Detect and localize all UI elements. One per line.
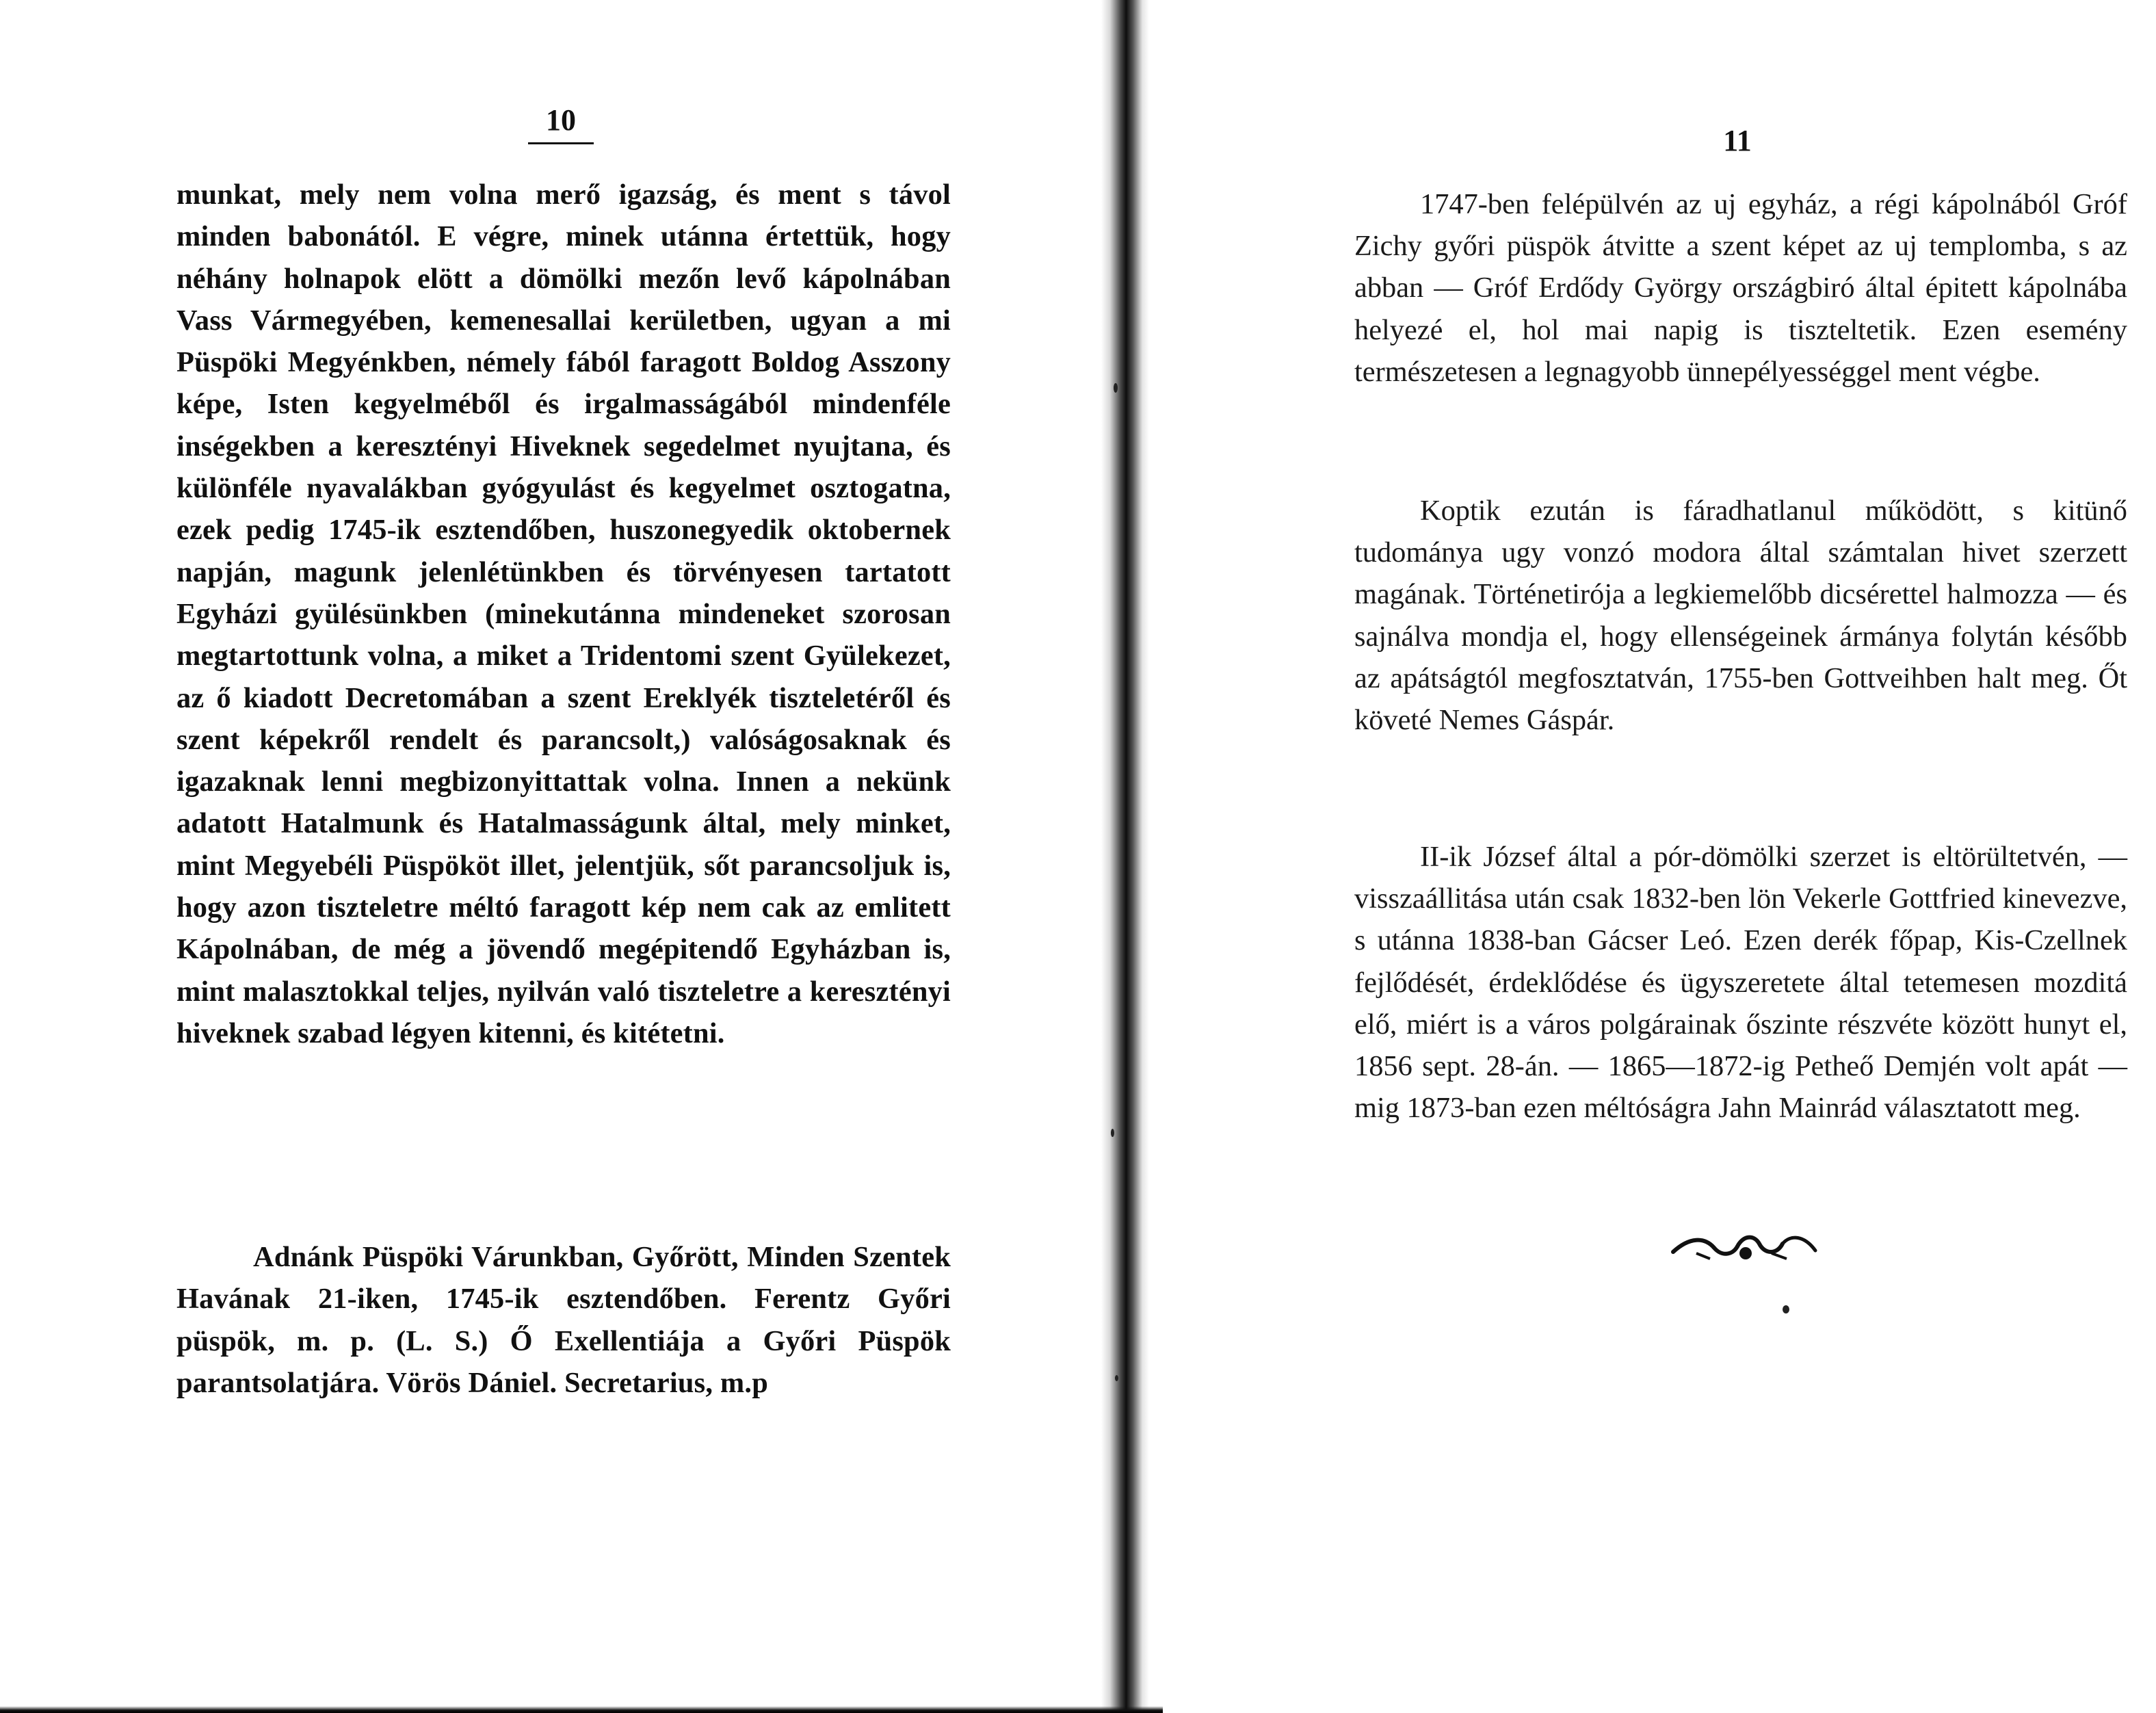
book-gutter [1101,0,1149,1713]
left-body-text: munkat, mely nem volna merő igazság, és ment s távol minden babonától. E végre, minek utánna értettük, hogy néhány holnapok elött a dömölki mezőn levő kápolnában Vass Vármegyében, kemenesallai kerületben, ugyan a mi Püspöki Megyénkben, némely fából faragott Boldog Asszony képe, Isten kegyelméből és irgalmasságából mindenféle inségekben a keresztényi Hiveknek segedelmet nyujtana, és különféle nyavalákban gyógyulást és kegyelmet osztogatna, ezek pedig 1745-ik esztendőben, huszonegyedik oktobernek napján, magunk jelenlétünkben és törvényesen tartatott Egyházi gyülésünkben (minekutánna mindeneket szorosan megtartottunk volna, a miket a Tridentomi szent Gyülekezet, az ő kiadott Decretomában a szent Ereklyék tiszteletéről és szent képekről rendelt és parancsolt,) valóságosaknak és igazaknak lenni megbizonyittattak volna. Innen a nekünk adatott Hatalmunk és Hatalmasságunk által, mely minket, mint Megyebéli Püspököt illet, jelentjük, sőt parancsoljuk is, hogy azon tiszteletre méltó faragott kép nem cak az emlitett Kápolnában, de még a jövendő megépitendő Egyházban is, mint malasztokkal teljes, nyilván való tiszteletre a keresztényi hiveknek szabad légyen kitenni, és kitétetni. [176,179,951,1049]
right-paragraph-3: II-ik József által a pór-dömölki szerzet is eltörültetvén, — visszaállitása után csak 1832-ben lön Vekerle Gottfried kinevezve, s utánna 1838-ban Gácser Leó. Ezen derék főpap, Kis-Czellnek fejlődését, érdeklődése és ügyszeretete által tetemesen mozditá elő, miért is a város polgárainak őszinte részvéte között hunyt el, 1856 sept. 28-án. — 1865—1872-ig Petheő Demjén volt apát — mig 1873-ban ezen méltóságra Jahn Mainrád választatott meg. [1354,841,2127,1125]
scan-bottom-edge [0,1706,1163,1713]
page-number-underline [528,142,594,144]
ornament-dot [1783,1305,1789,1313]
right-paragraph-1: 1747-ben felépülvén az uj egyház, a régi kápolnából Gróf Zichy győri püspök átvitte a szent képet az uj templomba, s az abban — Gróf Erdődy György országbiró által épitett kápolnába helyezé el, hol mai napig is tiszteltetik. Ezen esemény természetesen a legnagyobb ünnepélyességgel ment végbe. [1354,188,2127,388]
left-page-number: 10 [546,103,576,137]
ornament-icon [1669,1223,1819,1271]
right-paragraph-2: Koptik ezután is fáradhatlanul működött, s kitünő tudománya ugy vonzó modora által számtalan hivet szerzett magának. Történetirója a legkiemelőbb dicsérettel halmozza — és sajnálva mondja el, hogy ellenségeinek ármánya folytán később az apátságtól megfosztatván, 1755-ben Gottveihben halt meg. Őt követé Nemes Gáspár. [1354,495,2127,737]
left-signature-paragraph: Adnánk Püspöki Várunkban, Győrött, Minden Szentek Havának 21-iken, 1745-ik esztendőben. Ferentz Győri püspök, m. p. (L. S.) Ő Exellentiája a Győri Püspök parantsolatjára. Vörös Dániel. Secretarius, m.p [176,1241,951,1399]
right-page-number: 11 [1723,124,1752,157]
